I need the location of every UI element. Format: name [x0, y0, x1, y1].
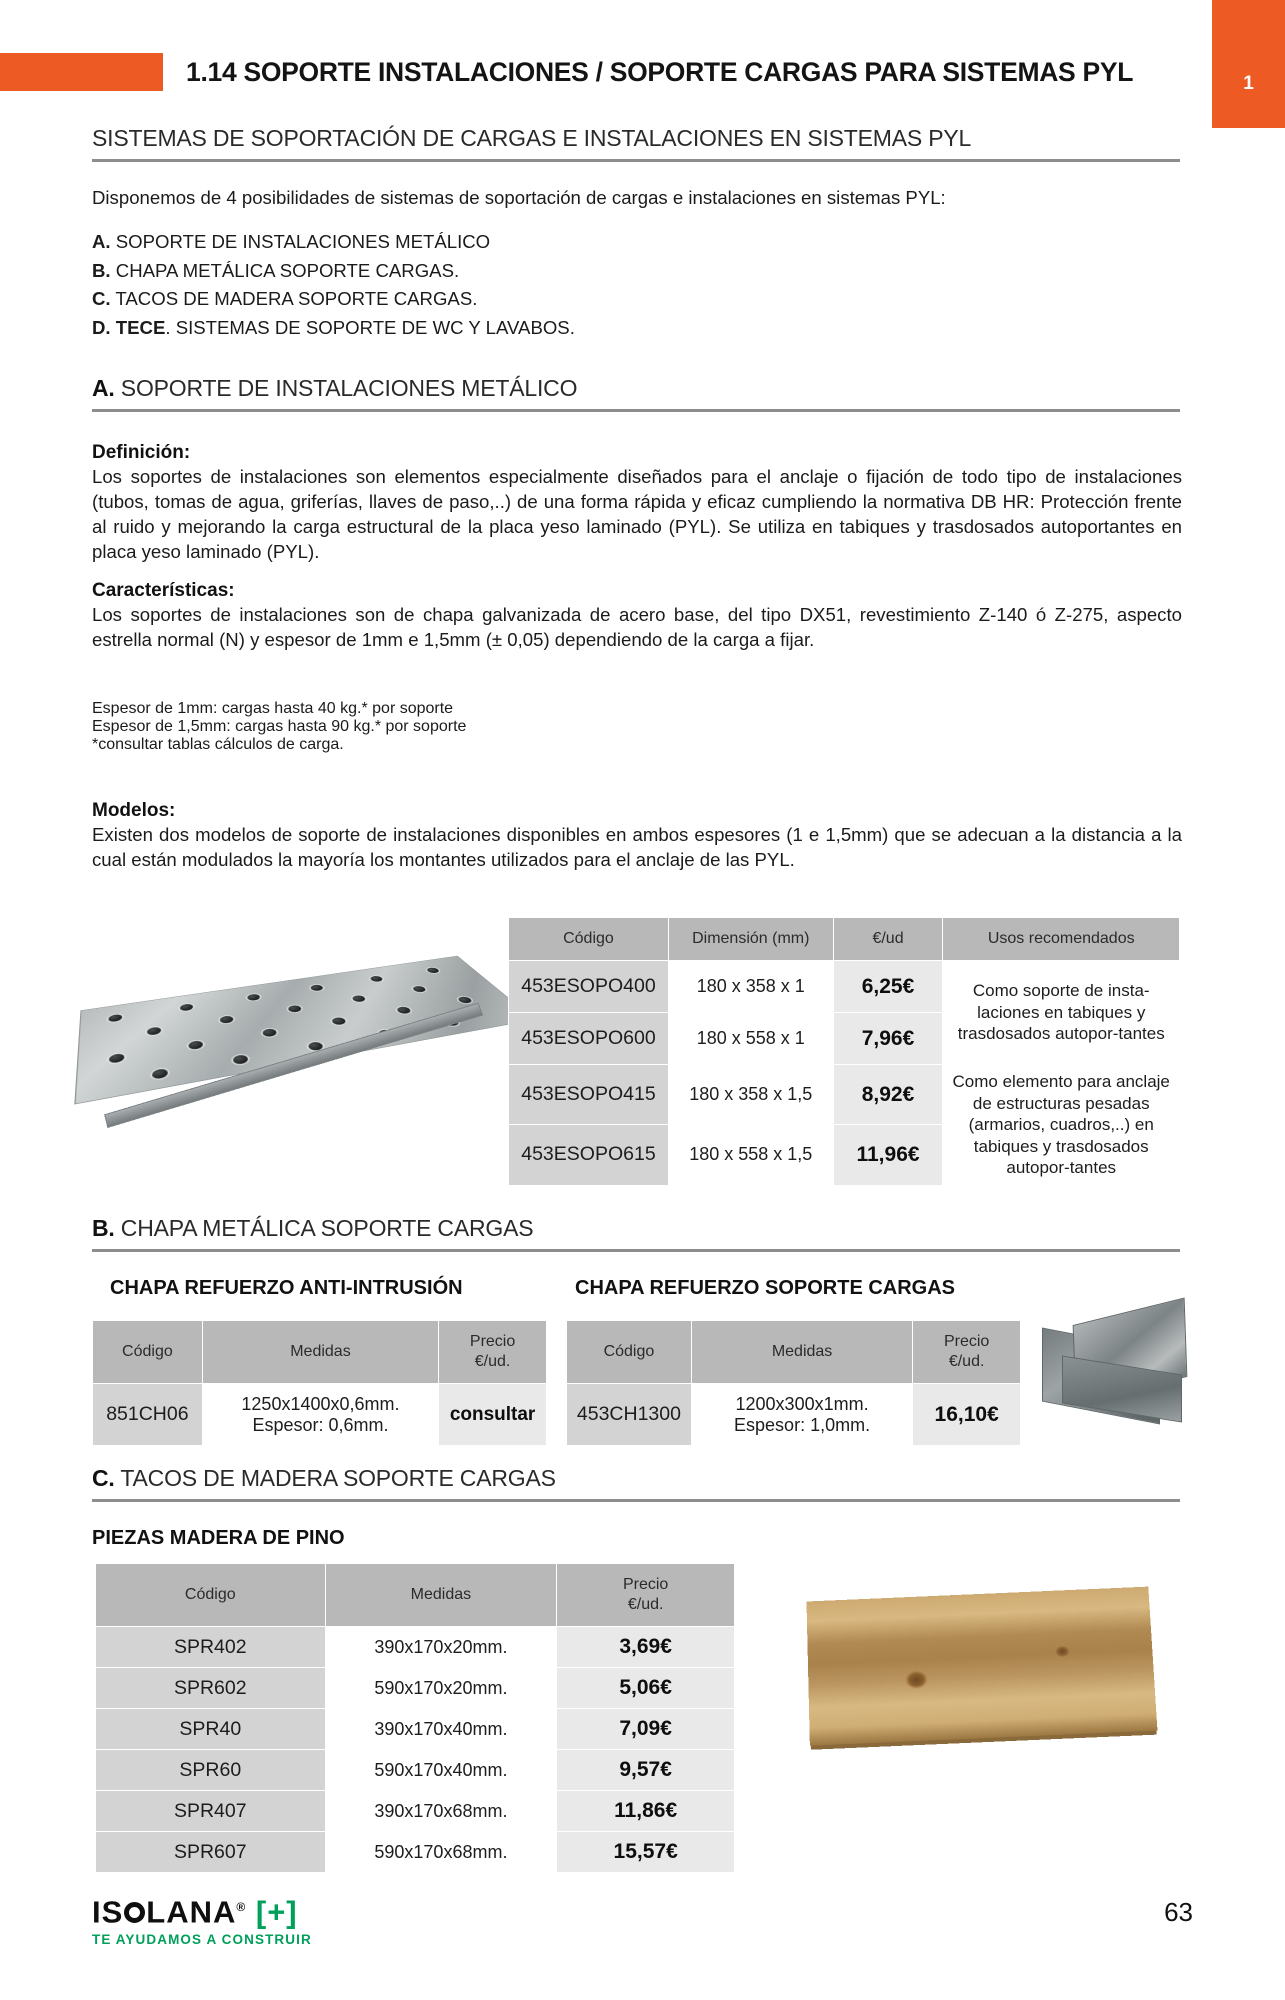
table-row: [96, 1832, 735, 1873]
logo-tagline: TE AYUDAMOS A CONSTRUIR: [92, 1932, 312, 1948]
col-precio-line2: €/ud.: [948, 1353, 985, 1370]
cell-precio: 8,92€: [833, 1065, 943, 1125]
option-text-d: . SISTEMAS DE SOPORTE DE WC Y LAVABOS.: [165, 316, 575, 338]
table-row: [93, 1384, 547, 1446]
logo-plus-icon: [+]: [255, 1894, 298, 1930]
cell-codigo: SPR402: [96, 1627, 326, 1668]
cell-codigo: 453ESOPO415: [509, 1065, 669, 1125]
table-header: [509, 918, 1180, 961]
table-row: [509, 1065, 1180, 1125]
carga-nota: *consultar tablas cálculos de carga.: [92, 736, 344, 753]
cell-codigo: 453ESOPO600: [509, 1013, 669, 1065]
caracteristicas-text: Los soportes de instalaciones son de chapa galvanizada de acero base, del tipo DX51, revestimiento Z-140 ó Z-275, aspecto estrella normal (N) y espesor de 1mm e 1,5mm (± 0,05) dependiendo de la carga a fijar.: [92, 604, 1182, 650]
list-item-c: [92, 285, 1180, 314]
option-list: [92, 228, 1180, 342]
cell-precio: 7,96€: [833, 1013, 943, 1065]
cell-dimension: 180 x 558 x 1,5: [668, 1125, 833, 1185]
table-chapa-anti-intrusion: [92, 1320, 547, 1446]
table-row: [96, 1750, 735, 1791]
header-accent-bar: [0, 53, 163, 91]
subtitle-soporte-cargas: CHAPA REFUERZO SOPORTE CARGAS: [575, 1277, 956, 1299]
col-medidas: Medidas: [202, 1321, 438, 1384]
option-letter-a: A.: [92, 231, 111, 252]
cell-codigo: SPR602: [96, 1668, 326, 1709]
cell-medidas: 590x170x20mm.: [325, 1668, 557, 1709]
cell-medidas-line1: 1250x1400x0,6mm.: [241, 1393, 400, 1414]
page-number: 63: [1164, 1897, 1193, 1927]
table-chapa-soporte-cargas: [566, 1320, 1021, 1446]
cell-medidas-line2: Espesor: 1,0mm.: [734, 1414, 871, 1435]
cell-medidas: 390x170x40mm.: [325, 1709, 557, 1750]
section-c-divider: [92, 1499, 1180, 1502]
cell-dimension: 180 x 558 x 1: [668, 1013, 833, 1065]
cell-codigo: SPR40: [96, 1709, 326, 1750]
modelos-block: [92, 800, 1182, 872]
support-plate-image: [95, 935, 515, 1110]
col-codigo: Código: [567, 1321, 692, 1384]
col-usos: Usos recomendados: [943, 918, 1180, 961]
logo-o-icon: [124, 1902, 145, 1923]
plate-surface: [74, 956, 535, 1105]
cell-precio: 6,25€: [833, 961, 943, 1013]
col-medidas: Medidas: [691, 1321, 912, 1384]
table-piezas-madera: [95, 1563, 735, 1873]
table-soporte-instalaciones: [508, 917, 1180, 1186]
intro-heading: SISTEMAS DE SOPORTACIÓN DE CARGAS E INSTALACIONES EN SISTEMAS PYL: [92, 125, 972, 151]
cell-precio: 11,86€: [557, 1791, 735, 1832]
cell-codigo: SPR60: [96, 1750, 326, 1791]
col-precio-line1: Precio: [943, 1333, 990, 1350]
cell-precio: 3,69€: [557, 1627, 735, 1668]
subtitle-piezas-madera: PIEZAS MADERA DE PINO: [92, 1527, 345, 1549]
col-precio-line1: Precio: [469, 1333, 516, 1350]
cell-medidas: [202, 1384, 438, 1446]
table-header-row: [93, 1321, 547, 1384]
cell-medidas: 590x170x40mm.: [325, 1750, 557, 1791]
list-item-b: [92, 257, 1180, 286]
table-body: [509, 961, 1180, 1186]
option-letter-d: D.: [92, 316, 111, 338]
intro-divider: [92, 159, 1180, 162]
cell-codigo: 453CH1300: [567, 1384, 692, 1446]
cell-codigo: SPR607: [96, 1832, 326, 1873]
cell-codigo: 851CH06: [93, 1384, 203, 1446]
cell-precio: 5,06€: [557, 1668, 735, 1709]
pine-board-image: [806, 1587, 1157, 1746]
section-a-header: [92, 375, 1180, 412]
espesor-block: [92, 700, 1182, 754]
modelos-label: Modelos:: [92, 800, 176, 821]
table-header: [96, 1564, 735, 1627]
col-dimension: Dimensión (mm): [668, 918, 833, 961]
cell-codigo: 453ESOPO615: [509, 1125, 669, 1185]
modelos-text: Existen dos modelos de soporte de instalaciones disponibles en ambos espesores (1 e 1,5mm) que se adecuan a la distancia a la cual están modulados la mayoría los montantes utilizados para el anclaje de las PYL.: [92, 824, 1182, 870]
cell-precio: 7,09€: [557, 1709, 735, 1750]
section-a-letter: A.: [92, 375, 115, 401]
cell-medidas-line1: 1200x300x1mm.: [735, 1393, 869, 1414]
chapter-tab: [1212, 0, 1285, 128]
espesor-1mm: Espesor de 1mm: cargas hasta 40 kg.* por soporte: [92, 700, 454, 717]
cell-dimension: 180 x 358 x 1,5: [668, 1065, 833, 1125]
cell-precio: consultar: [439, 1384, 547, 1446]
intro-block: [92, 125, 1180, 162]
table-row: [509, 961, 1180, 1013]
definicion-label: Definición:: [92, 442, 191, 463]
page-title: 1.14 SOPORTE INSTALACIONES / SOPORTE CARGAS PARA SISTEMAS PYL: [186, 57, 1134, 87]
table-header-row: [509, 918, 1180, 961]
option-letter-c: C.: [92, 288, 111, 309]
col-precio: €/ud: [833, 918, 943, 961]
col-medidas: Medidas: [325, 1564, 557, 1627]
definicion-text: Los soportes de instalaciones son elementos especialmente diseñados para el anclaje o fijación de todo tipo de instalaciones (tubos, tomas de agua, griferías, llaves de paso,..) de una forma rápida y eficaz cumpliendo la normativa DB HR: Protección frente al ruido y mejorando la carga estructural de la placa yeso laminado (PYL). Se utiliza en tabiques y trasdosados autoportantes en placa yeso laminado (PYL).: [92, 466, 1182, 562]
section-a-divider: [92, 409, 1180, 412]
cell-codigo: 453ESOPO400: [509, 961, 669, 1013]
logo-text-second: LANA: [146, 1894, 237, 1930]
subtitle-anti-intrusion: CHAPA REFUERZO ANTI-INTRUSIÓN: [110, 1277, 463, 1299]
table-body: [567, 1384, 1021, 1446]
option-text-a: SOPORTE DE INSTALACIONES METÁLICO: [110, 231, 491, 252]
section-a-title: SOPORTE DE INSTALACIONES METÁLICO: [114, 375, 578, 401]
cell-dimension: 180 x 358 x 1: [668, 961, 833, 1013]
cell-precio: 9,57€: [557, 1750, 735, 1791]
plate-body: [74, 956, 535, 1105]
list-item-d: [92, 314, 1180, 343]
brand-logo: [92, 1890, 312, 1947]
logo-text-first: IS: [92, 1894, 124, 1930]
cell-medidas: [691, 1384, 912, 1446]
section-c-header: [92, 1465, 1180, 1502]
section-a-heading: [92, 375, 1180, 409]
section-c-letter: C.: [92, 1465, 115, 1491]
section-b-title: CHAPA METÁLICA SOPORTE CARGAS: [114, 1215, 534, 1241]
option-text-c: TACOS DE MADERA SOPORTE CARGAS.: [110, 288, 478, 309]
logo-wordmark: [92, 1890, 312, 1929]
cell-precio: 16,10€: [913, 1384, 1021, 1446]
table-header: [567, 1321, 1021, 1384]
cell-usos: Como elemento para anclaje de estructuras pesadas (armarios, cuadros,..) en tabiques y trasdosados autopor-tantes: [943, 1065, 1180, 1186]
table-body: [96, 1627, 735, 1873]
galvanized-sheets-image: [1040, 1305, 1200, 1435]
caracteristicas-block: [92, 580, 1182, 652]
section-b-header: [92, 1215, 1180, 1252]
section-b-heading: [92, 1215, 1180, 1249]
espesor-15mm: Espesor de 1,5mm: cargas hasta 90 kg.* por soporte: [92, 718, 467, 735]
caracteristicas-label: Características:: [92, 580, 235, 601]
table-row: [96, 1627, 735, 1668]
list-item-a: [92, 228, 1180, 257]
section-b-divider: [92, 1249, 1180, 1252]
table-body: [93, 1384, 547, 1446]
cell-medidas: 590x170x68mm.: [325, 1832, 557, 1873]
section-c-title: TACOS DE MADERA SOPORTE CARGAS: [114, 1465, 556, 1491]
table-header-row: [96, 1564, 735, 1627]
table-row: [96, 1709, 735, 1750]
table-row: [96, 1668, 735, 1709]
table-header: [93, 1321, 547, 1384]
col-precio-line2: €/ud.: [474, 1353, 511, 1370]
col-precio-line1: Precio: [622, 1576, 669, 1593]
option-letter-b: B.: [92, 259, 111, 281]
col-codigo: Código: [93, 1321, 203, 1384]
table-header-row: [567, 1321, 1021, 1384]
option-text-b: CHAPA METÁLICA SOPORTE CARGAS.: [110, 259, 460, 281]
cell-precio: 11,96€: [833, 1125, 943, 1185]
section-c-heading: [92, 1465, 1180, 1499]
col-codigo: Código: [509, 918, 669, 961]
col-codigo: Código: [96, 1564, 326, 1627]
table-row: [567, 1384, 1021, 1446]
option-brand-tece: TECE: [110, 316, 166, 338]
col-precio: [439, 1321, 547, 1384]
cell-codigo: SPR407: [96, 1791, 326, 1832]
col-precio-line2: €/ud.: [627, 1596, 664, 1613]
cell-medidas-line2: Espesor: 0,6mm.: [252, 1414, 389, 1435]
table-row: [96, 1791, 735, 1832]
section-b-letter: B.: [92, 1215, 115, 1241]
cell-medidas: 390x170x20mm.: [325, 1627, 557, 1668]
definicion-block: [92, 442, 1182, 564]
logo-registered-icon: ®: [236, 1900, 247, 1914]
intro-lead: Disponemos de 4 posibilidades de sistemas de soportación de cargas e instalaciones en sistemas PYL:: [92, 187, 946, 208]
cell-usos: Como soporte de insta-laciones en tabiques y trasdosados autopor-tantes: [943, 961, 1180, 1065]
chapter-tab-number: 1: [1243, 73, 1254, 94]
col-precio: [913, 1321, 1021, 1384]
col-precio: [557, 1564, 735, 1627]
cell-medidas: 390x170x68mm.: [325, 1791, 557, 1832]
cell-precio: 15,57€: [557, 1832, 735, 1873]
